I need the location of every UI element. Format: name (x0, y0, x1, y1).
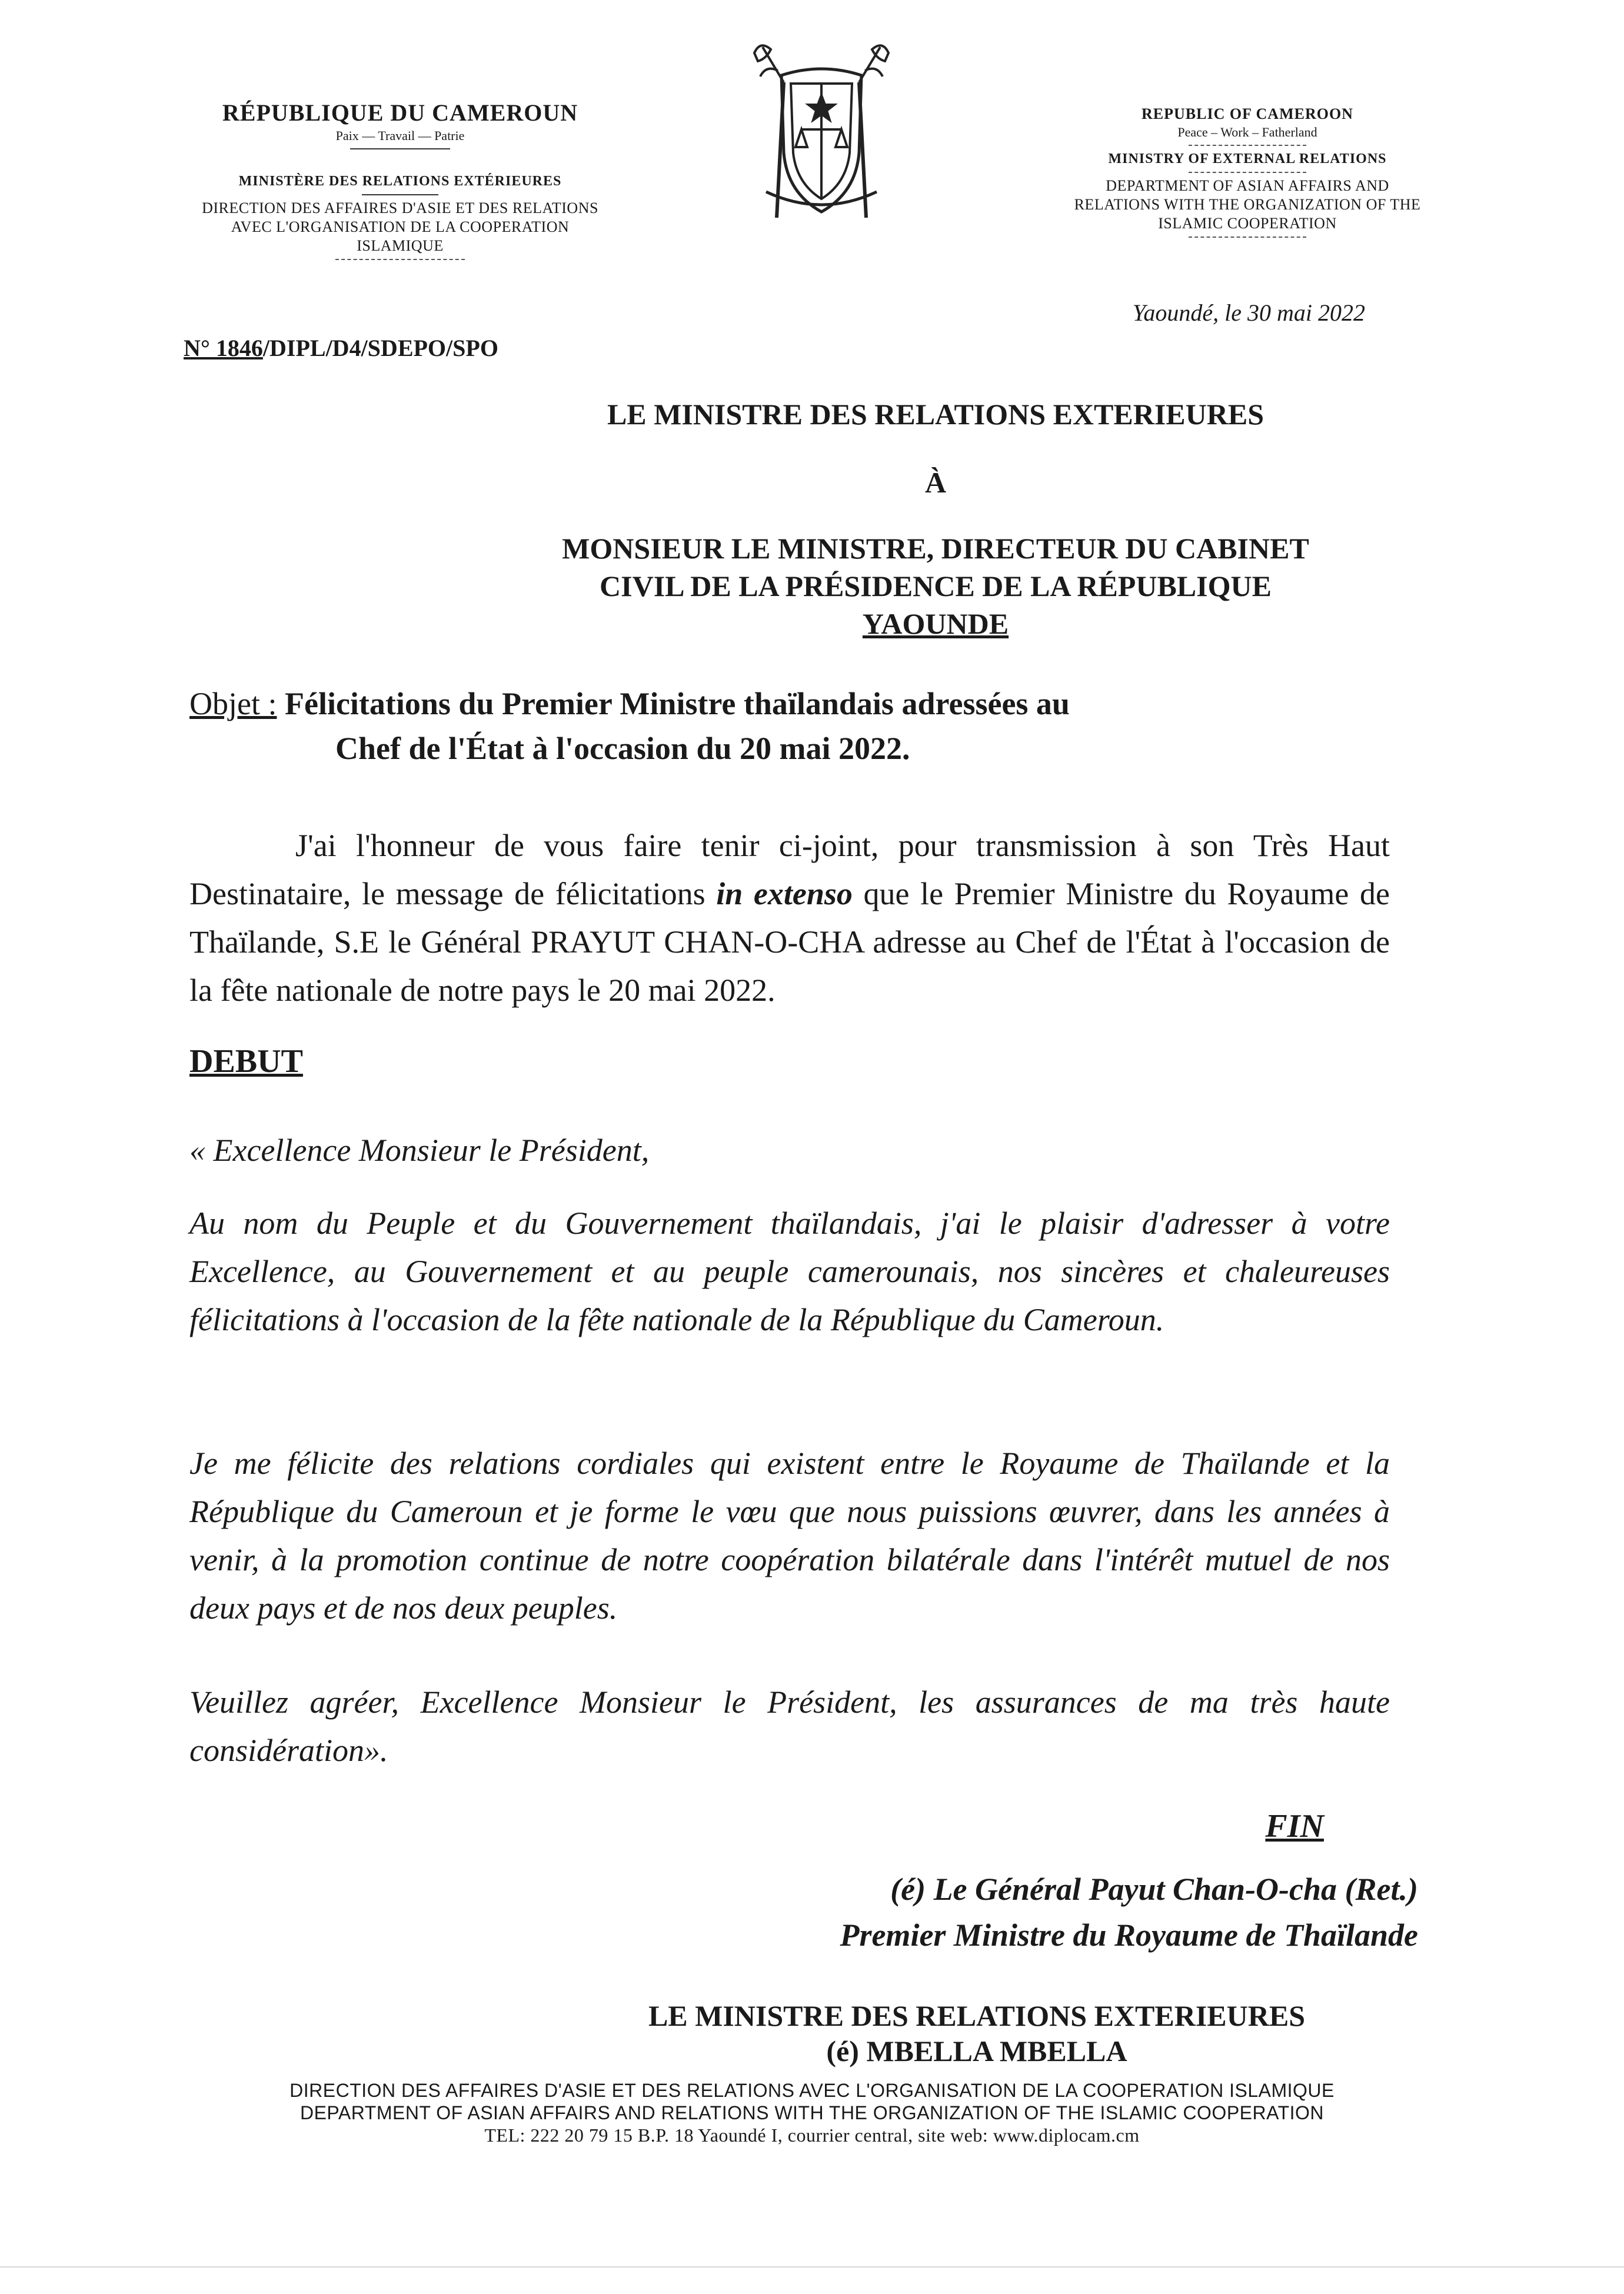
cameroon-coat-of-arms-icon (743, 41, 900, 224)
department-en-line2: RELATIONS WITH THE ORGANIZATION OF THE (1074, 196, 1421, 213)
footer-line2: DEPARTMENT OF ASIAN AFFAIRS AND RELATIONS WITH THE ORGANIZATION OF THE ISLAMIC COOPERATION (299, 2102, 1325, 2123)
divider (1189, 237, 1306, 238)
republic-title-fr: RÉPUBLIQUE DU CAMEROUN (222, 99, 578, 126)
intro-paragraph (189, 821, 1390, 1014)
divider (1189, 145, 1306, 146)
department-en-line1: DEPARTMENT OF ASIAN AFFAIRS AND (1106, 177, 1389, 194)
page-edge-line (0, 2266, 1624, 2268)
pm-signature (647, 1866, 1418, 1958)
direction-fr-line1: DIRECTION DES AFFAIRES D'ASIE ET DES RELATIONS (202, 199, 598, 217)
recipient-line1: MONSIEUR LE MINISTRE, DIRECTEUR DU CABINET (562, 532, 1309, 565)
message-paragraph-3: Veuillez agréer, Excellence Monsieur le Président, les assurances de ma très haute considération». (189, 1684, 1390, 1768)
republic-title-en: REPUBLIC OF CAMEROON (1142, 105, 1353, 122)
department-en-line3: ISLAMIC COOPERATION (1158, 215, 1337, 232)
footer-contact: TEL: 222 20 79 15 B.P. 18 Yaoundé I, courrier central, site web: www.diplocam.cm (484, 2125, 1140, 2146)
header-left (171, 99, 630, 264)
fin-label: FIN (1265, 1808, 1324, 1844)
ministry-fr: MINISTÈRE DES RELATIONS EXTÉRIEURES (238, 174, 562, 189)
header-right (1024, 105, 1471, 241)
message-paragraph-1: Au nom du Peuple et du Gouvernement thaïlandais, j'ai le plaisir d'adresser à votre Excellence, au Gouvernement et au peuple camerounais, nos sincères et chaleureuses félicitations à l'occasion de la fête nationale de la République du Cameroun. (189, 1206, 1390, 1337)
recipient-line2: CIVIL DE LA PRÉSIDENCE DE LA RÉPUBLIQUE (600, 570, 1272, 602)
reference-suffix: /DIPL/D4/SDEPO/SPO (262, 335, 498, 361)
message-paragraph-2: Je me félicite des relations cordiales qui existent entre le Royaume de Thaïlande et la République du Cameroun et je forme le vœu que nous puissions œuvrer, dans les années à venir, à la promotion continue de notre coopération bilatérale dans l'intérêt mutuel de nos deux pays et de nos deux peuples. (189, 1446, 1390, 1626)
divider (1189, 172, 1306, 173)
pm-signature-name: (é) Le Général Payut Chan-O-cha (Ret.) (890, 1872, 1418, 1907)
subject-line1: Félicitations du Premier Ministre thaïlandais adressées au (284, 686, 1070, 721)
intro-text-after: que le Premier Ministre du Royaume de Thaïlande, S.E le Général PRAYUT CHAN-O-CHA adresse au Chef de l'État à l'occasion de la fête nationale de notre pays le 20 mai 2022. (189, 876, 1390, 1008)
reference-number (184, 334, 498, 362)
subject-label: Objet : (189, 686, 277, 721)
subject-block (189, 681, 1070, 771)
pm-signature-title: Premier Ministre du Royaume de Thaïlande (840, 1917, 1418, 1953)
divider (335, 259, 465, 260)
footer-line1: DIRECTION DES AFFAIRES D'ASIE ET DES RELATIONS AVEC L'ORGANISATION DE LA COOPERATION ISLAMIQUE (289, 2080, 1335, 2101)
addressing-block (506, 395, 1365, 642)
page-footer (118, 2079, 1506, 2146)
divider (362, 194, 438, 195)
minister-signature (565, 1998, 1389, 2069)
recipient-city: YAOUNDE (862, 607, 1009, 640)
debut-label: DEBUT (189, 1043, 303, 1080)
intro-text-before: J'ai l'honneur de vous faire tenir ci-joint, pour transmission à son Très Haut Destinataire, le message de félicitations (189, 828, 1390, 911)
minister-title: LE MINISTRE DES RELATIONS EXTERIEURES (648, 1999, 1306, 2032)
motto-en: Peace – Work – Fatherland (1177, 125, 1317, 139)
sender-title: LE MINISTRE DES RELATIONS EXTERIEURES (607, 398, 1264, 431)
motto-fr: Paix — Travail — Patrie (335, 128, 465, 143)
direction-fr-line2: AVEC L'ORGANISATION DE LA COOPERATION (231, 218, 570, 235)
ministry-en: MINISTRY OF EXTERNAL RELATIONS (1108, 151, 1387, 167)
direction-fr-line3: ISLAMIQUE (357, 237, 444, 254)
divider (350, 148, 450, 149)
message-salutation: « Excellence Monsieur le Président, (189, 1133, 650, 1168)
reference-prefix: N° 1846 (184, 335, 263, 361)
to-word: À (924, 466, 947, 499)
intro-emphasis: in extenso (716, 876, 853, 911)
letter-date: Yaoundé, le 30 mai 2022 (1132, 299, 1365, 326)
minister-name: (é) MBELLA MBELLA (826, 2035, 1127, 2067)
subject-line2: Chef de l'État à l'occasion du 20 mai 2022. (335, 731, 910, 766)
